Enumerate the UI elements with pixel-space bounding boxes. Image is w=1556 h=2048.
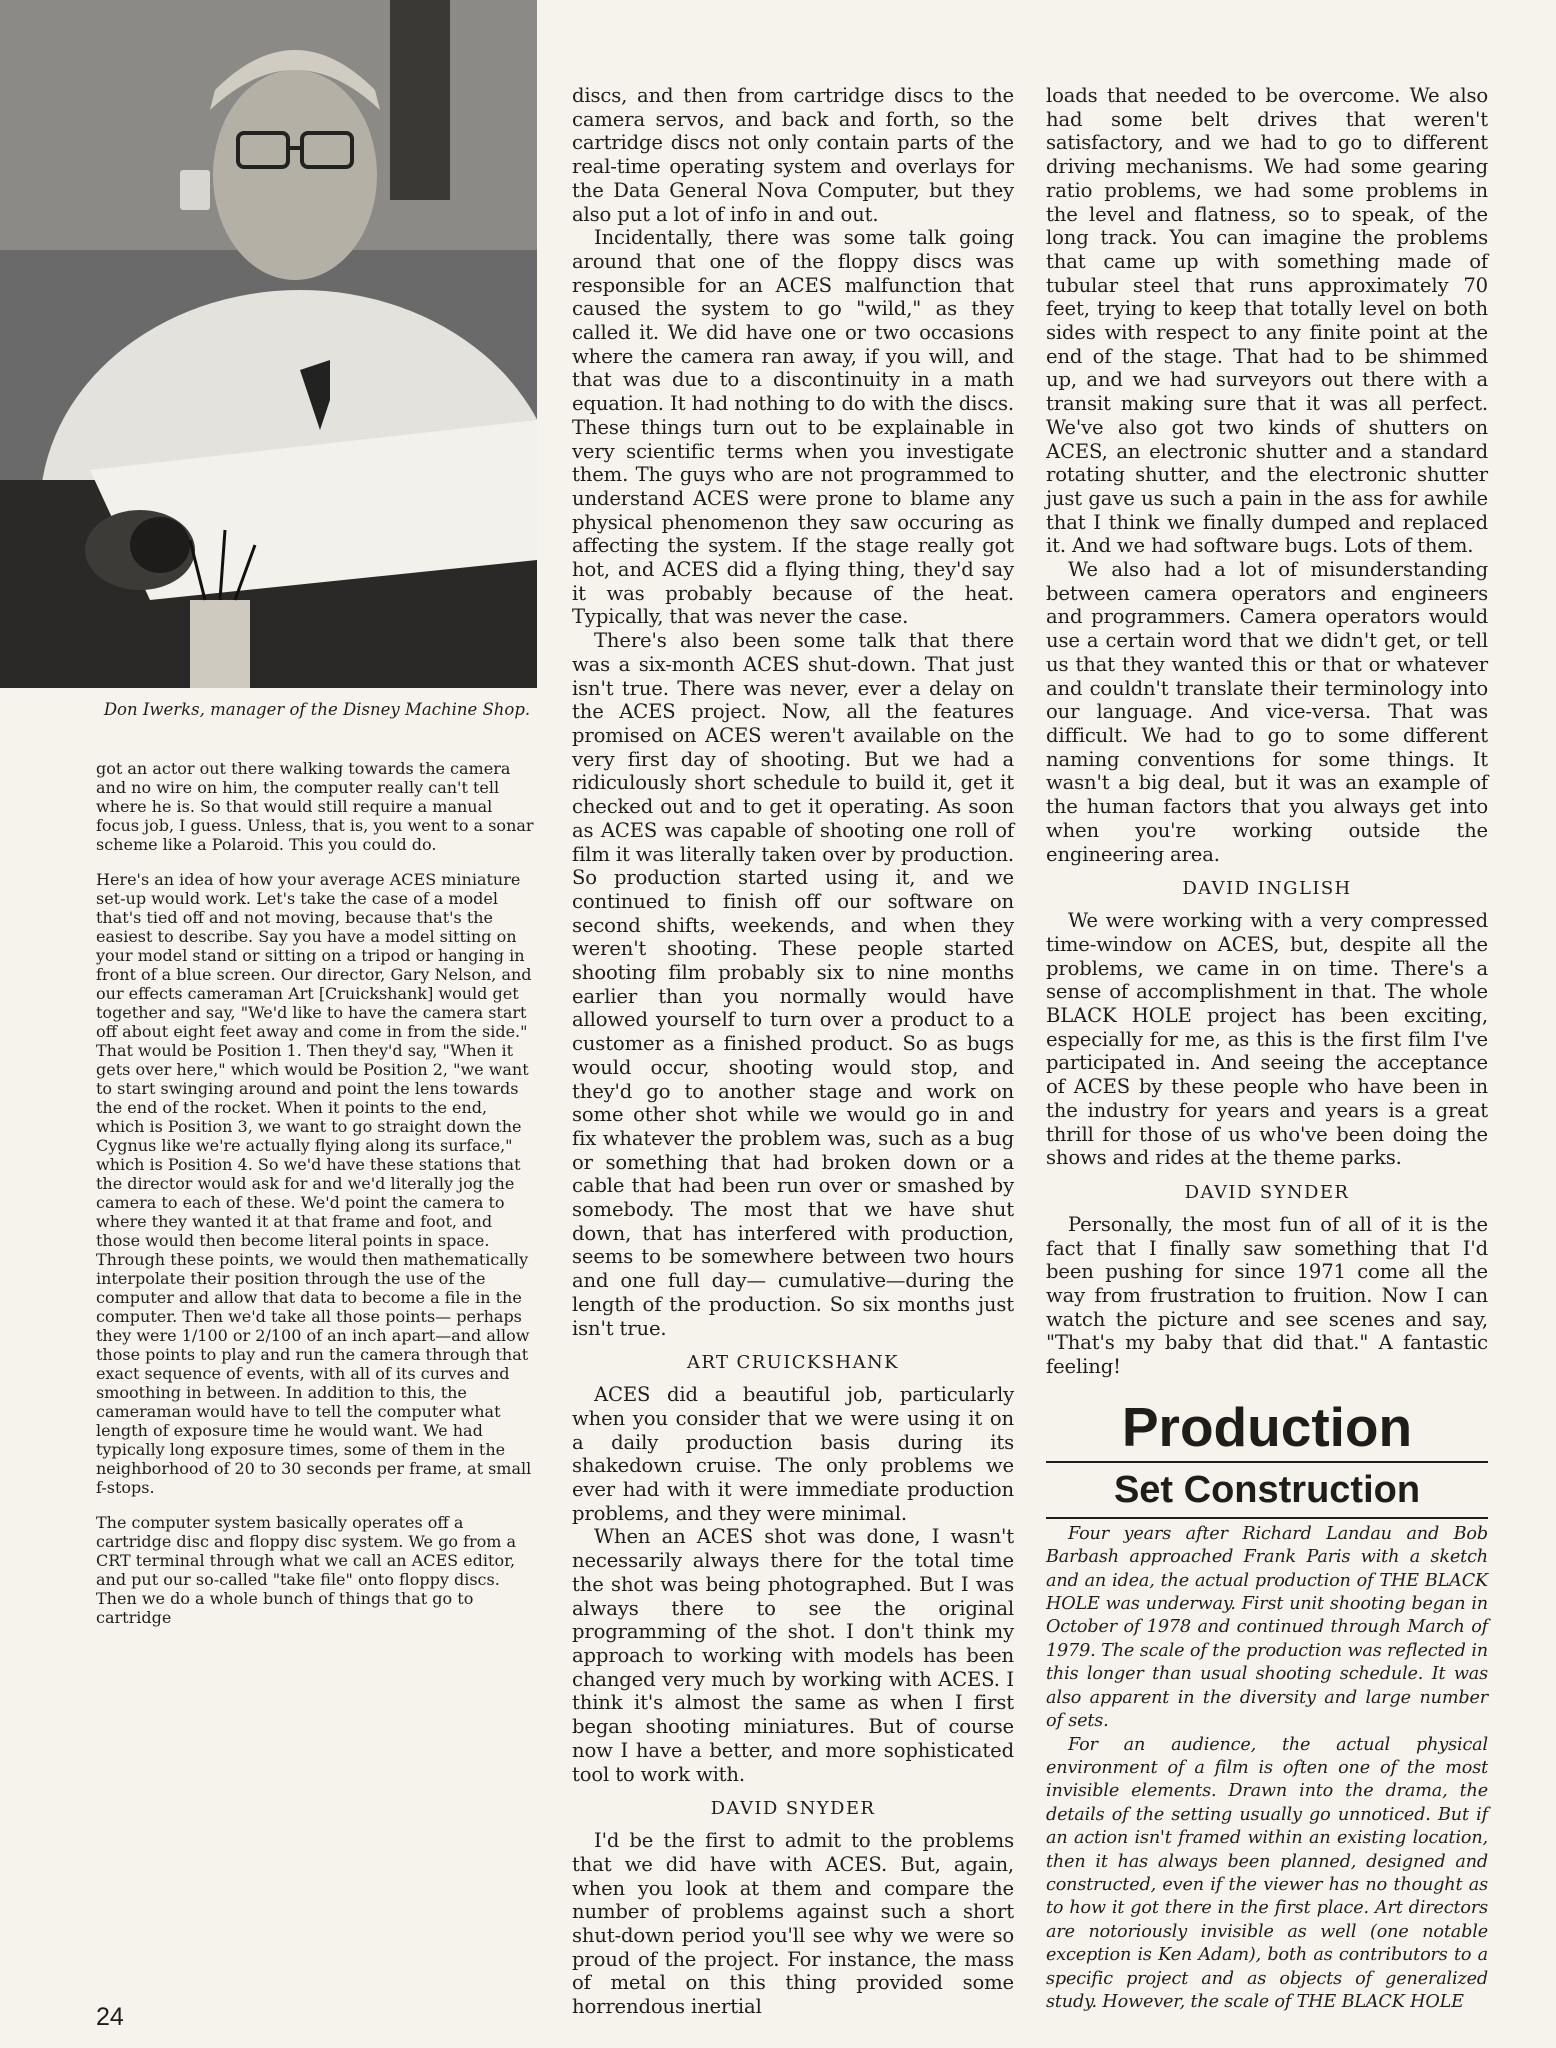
section-intro [1046, 1523, 1488, 2015]
paragraph: The computer system basically operates off a cartridge disc and floppy disc system. We go from a CRT terminal through what we call an ACES editor, and put our so-called "take file" onto floppy discs. Then we do a whole bunch of things that go to cartridge [96, 1513, 517, 1627]
paragraph: Incidentally, there was some talk going around that one of the floppy discs was responsible for an ACES malfunction that caused the system to go "wild," as they called it. We did have one or two occasions where the camera ran away, if you will, and that was due to a discontinuity in a math equation. It had nothing to do with the discs. These things turn out to be explainable in very scientific terms when you investigate them. The guys who are not programmed to understand ACES were prone to blame any physical phenomenon they saw occuring as affecting the system. If the stage really got hot, and ACES did a flying thing, they'd say it was probably because of the heat. Typically, that was never the case. [572, 226, 1014, 629]
paragraph: I'd be the first to admit to the problems that we did have with ACES. But, again, when you look at them and compare the number of problems against such a short shut-down period you'll see why we were so proud of the project. For instance, the mass of metal on this thing provided some horrendous inertial [572, 1829, 1014, 2019]
paragraph: Personally, the most fun of all of it is the fact that I finally saw something that I'd been pushing for since 1971 come all the way from frustration to fruition. Now I can watch the picture and see scenes and say, "That's my baby that did that." A fantastic feeling! [1046, 1212, 1488, 1379]
paragraph: Here's an idea of how your average ACES miniature set-up would work. Let's take the case of a model that's tied off and not moving, because that's the easiest to describe. Say you have a model sitting on your model stand or sitting on a tripod or hanging in front of a blue screen. Our director, Gary Nelson, and our effects cameraman Art [Cruickshank] would get together and say, "We'd like to have the camera start off about eight feet away and come in from the side." That would be Position 1. Then they'd say, "When it gets over here," which would be Position 2, "we want to start swinging around and point the lens towards the end of the rocket. When it points to the end, which is Position 3, we want to go straight down the Cygnus like we're actually flying along its surface," which is Position 4. So we'd have these stations that the director would ask for and we'd literally jog the camera to each of these. We'd point the camera to where they wanted it at that frame and foot, and those would then become literal points in space. Through these points, we would then mathematically interpolate their position through the use of the computer and allow that data to become a file in the computer. Then we'd take all those points— perhaps they were 1/100 or 2/100 of an inch apart—and allow those points to play and run the camera through that exact sequence of events, with all of its curves and smoothing in between. In addition to this, the cameraman would have to tell the computer what length of exposure time he would want. We had typically long exposure times, some of them in the neighborhood of 20 to 30 seconds per frame, at small f-stops. [96, 870, 532, 1497]
section-subtitle: Set Construction [1113, 1468, 1421, 1511]
column-1 [96, 743, 538, 1643]
paragraph: discs, and then from cartridge discs to the camera servos, and back and forth, so the cartridge discs not only contain parts of the real-time operating system and overlays for the Data General Nova Computer, but they also put a lot of info in and out. [572, 84, 1014, 226]
speaker-heading: DAVID SNYDER [710, 1798, 876, 1820]
page-number: 24 [96, 2003, 124, 2031]
paragraph: We also had a lot of misunderstanding between camera operators and engineers and programmers. Camera operators would use a certain word that we didn't get, or tell us that they wanted this or that or whatever and couldn't translate their terminology into our language. And vice-versa. That was difficult. We had to go to some different naming conventions for some things. It wasn't a big deal, but it was an example of the human factors that you always get into when you're working outside the engineering area. [1046, 558, 1488, 866]
paragraph: got an actor out there walking towards the camera and no wire on him, the computer really can't tell where he is. So that would still require a manual focus job, I guess. Unless, that is, you went to a sonar scheme like a Polaroid. This you could do. [96, 759, 534, 854]
photo-caption: Don Iwerks, manager of the Disney Machine Shop. [103, 700, 531, 719]
speaker-heading: DAVID SYNDER [1184, 1181, 1350, 1203]
paragraph: Four years after Richard Landau and Bob Barbash approached Frank Paris with a sketch and an idea, the actual production of THE BLACK HOLE was underway. First unit shooting began in October of 1978 and continued through March of 1979. The scale of the production was reflected in this longer than usual shooting schedule. It was also apparent in the diversity and large number of sets. [1046, 1523, 1488, 1732]
divider [1046, 1461, 1488, 1463]
paragraph: loads that needed to be overcome. We also had some belt drives that weren't satisfactory, and we had to go to different driving mechanisms. We had some gearing ratio problems, we had some problems in the level and flatness, so to speak, of the long track. You can imagine the problems that came up with something made of tubular steel that runs approximately 70 feet, trying to keep that totally level on both sides with respect to any finite point at the end of the stage. That had to be shimmed up, and we had surveyors out there with a transit making sure that it was all perfect. We've also got two kinds of shutters on ACES, an electronic shutter and a standard rotating shutter, and the electronic shutter just gave us such a pain in the ass for awhile that I think we finally dumped and replaced it. And we had software bugs. Lots of them. [1046, 84, 1488, 558]
paragraph: There's also been some talk that there was a six-month ACES shut-down. That just isn't true. There was never, ever a delay on the ACES project. Now, all the features promised on ACES weren't available on the very first day of shooting. But we had a ridiculously short schedule to build it, get it checked out and to get it operating. As soon as ACES was capable of shooting one roll of film it was literally taken over by production. So production started using it, and we continued to finish off our software on second shifts, weekends, and when they weren't shooting. These people started shooting film probably six to nine months earlier than you normally would have allowed yourself to turn over a product to a customer as a finished product. So as bugs would occur, shooting would stop, and they'd go to another stage and work on some other shot while we would go in and fix whatever the problem was, such as a bug or something that had broken down or a cable that had been run over or smashed by somebody. The most that we have shut down, that has interfered with production, seems to be somewhere between two hours and one full day— cumulative—during the length of the production. So six months just isn't true. [572, 629, 1014, 1340]
paragraph: We were working with a very compressed time-window on ACES, but, despite all the problems, we came in on time. There's a sense of accomplishment in that. The whole BLACK HOLE project has been exciting, especially for me, as this is the first film I've participated in. And seeing the acceptance of ACES by these people who have been in the industry for years and years is a great thrill for those of us who've been doing the shows and rides at the theme parks. [1046, 909, 1488, 1170]
paragraph: When an ACES shot was done, I wasn't necessarily always there for the total time the shot was being photographed. But I was always there to see the original programming of the shot. I don't think my approach to working with models has been changed very much by working with ACES. I think it's almost the same as when I first began shooting miniatures. But of course now I have a better, and more sophisticated tool to work with. [572, 1525, 1014, 1786]
divider [1046, 1517, 1488, 1519]
section-title: Production [1121, 1395, 1413, 1458]
speaker-heading: DAVID INGLISH [1182, 878, 1352, 900]
paragraph: ACES did a beautiful job, particularly when you consider that we were using it on a daily production basis during its shakedown cruise. The only problems we ever had with it were immediate production problems, and they were minimal. [572, 1383, 1014, 1525]
paragraph: For an audience, the actual physical environment of a film is often one of the most invisible elements. Drawn into the drama, the details of the setting usually go unnoticed. But if an action isn't framed within an existing location, then it has always been planned, designed and constructed, even if the viewer has no thought as to how it got there in the first place. Art directors are notoriously invisible as well (one notable exception is Ken Adam), both as contributors to a specific project and as objects of generalized study. However, the scale of THE BLACK HOLE [1046, 1734, 1488, 2012]
portrait-photo [0, 0, 537, 688]
speaker-heading: ART CRUICKSHANK [686, 1352, 899, 1374]
portrait-photo-illustration [0, 0, 537, 688]
column-2 [572, 84, 1014, 2019]
column-3 [1046, 84, 1488, 2014]
